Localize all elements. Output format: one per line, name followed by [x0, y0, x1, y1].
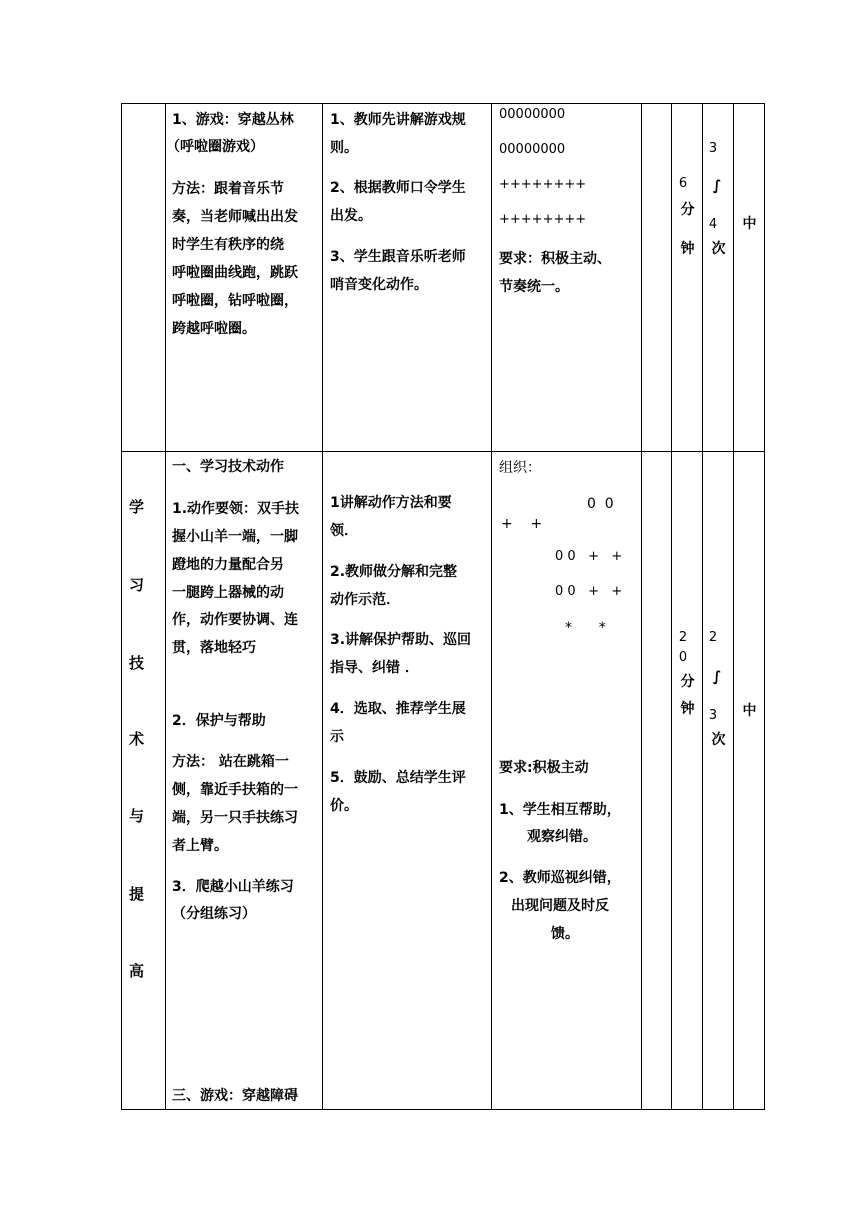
formation-line: 00000000 — [499, 107, 566, 122]
teacher-step: 则。 — [330, 140, 358, 156]
teacher-step: 指导、纠错 ． — [330, 660, 419, 676]
note-line: 1、学生相互帮助， — [499, 802, 621, 818]
teacher-step: 3.讲解保护帮助、巡回 — [330, 632, 472, 648]
section-char: 提 — [129, 885, 145, 903]
point1-line: 1.动作要领：双手扶 — [172, 501, 300, 517]
point1-line: 贯，落地轻巧 — [172, 640, 256, 656]
teacher-step: 2.教师做分解和完整 — [330, 564, 458, 580]
formation-line: 0 0 + + — [555, 549, 623, 564]
note-line: 2、教师巡视纠错， — [499, 870, 621, 886]
section-heading: 一、学习技术动作 — [172, 459, 284, 475]
teacher-step: 出发。 — [330, 208, 372, 224]
formation-line: 0 0 — [587, 496, 614, 512]
requirement-line: 要求：积极主动、 — [499, 251, 611, 267]
section-char: 技 — [129, 654, 145, 672]
organization-label: 组织： — [499, 460, 541, 476]
intensity-value: 中 — [742, 216, 757, 232]
time-digit: 0 — [678, 650, 688, 665]
time-unit: 分 — [680, 202, 695, 218]
table-border-right — [764, 103, 765, 1110]
formation-line: + + — [501, 516, 543, 532]
game-method-line: 跨越呼啦圈。 — [172, 321, 256, 337]
time-digit: 2 — [678, 630, 688, 645]
teacher-step: 4．选取、推荐学生展 — [330, 701, 466, 717]
teacher-step: 3、学生跟音乐听老师 — [330, 249, 466, 265]
column-divider — [165, 103, 166, 1110]
point3-line: 3．爬越小山羊练习 — [172, 879, 294, 895]
point1-line: 握小山羊一端，一脚 — [172, 529, 298, 545]
intensity-value: 中 — [742, 703, 757, 719]
count-digit: 4 — [708, 217, 718, 232]
time-digit: 6 — [678, 176, 688, 191]
section-char: 高 — [129, 962, 145, 980]
requirement-line: 节奏统一。 — [499, 279, 569, 295]
count-range: ∫ — [712, 178, 722, 194]
game-subtitle: （呼啦圈游戏） — [166, 139, 264, 155]
point2-title: 2．保护与帮助 — [172, 713, 266, 729]
teacher-step: 1讲解动作方法和要 — [330, 495, 452, 511]
count-digit: 3 — [708, 141, 718, 156]
game-method-line: 奏，当老师喊出出发 — [172, 209, 298, 225]
formation-line: ++++++++ — [499, 212, 587, 227]
point1-line: 蹬地的力量配合另 — [172, 557, 284, 573]
formation-line: 0 0 + + — [555, 584, 623, 599]
point1-line: 一腿跨上器械的动 — [172, 585, 284, 601]
game-method-line: 呼啦圈曲线跑，跳跃 — [172, 265, 298, 281]
row-divider — [121, 451, 765, 452]
column-divider — [491, 103, 492, 1110]
point2-line: 侧，靠近手扶箱的一 — [172, 782, 298, 798]
section-char: 术 — [129, 730, 145, 748]
game-title: 1、游戏：穿越丛林 — [172, 112, 294, 128]
formation-line: 00000000 — [499, 142, 566, 157]
teacher-step: 5．鼓励、总结学生评 — [330, 770, 466, 786]
teacher-step: 1、教师先讲解游戏规 — [330, 112, 466, 128]
column-divider — [641, 103, 642, 1110]
game-method-line: 时学生有秩序的绕 — [172, 237, 284, 253]
teacher-step: 2、根据教师口令学生 — [330, 180, 466, 196]
section-char: 学 — [129, 498, 145, 516]
point2-line: 者上臂。 — [172, 838, 228, 854]
point1-line: 作，动作要协调、连 — [172, 612, 298, 628]
time-unit: 钟 — [680, 241, 695, 257]
teacher-step: 哨音变化动作。 — [330, 277, 428, 293]
note-line: 馈。 — [551, 926, 579, 942]
note-line: 观察纠错。 — [527, 829, 597, 845]
section-char: 习 — [129, 576, 145, 594]
teacher-step: 示 — [330, 729, 344, 745]
time-unit: 分 — [680, 674, 695, 690]
game-method-line: 呼啦圈，钻呼啦圈， — [172, 293, 298, 309]
time-unit: 钟 — [680, 701, 695, 717]
column-divider — [121, 103, 122, 1110]
formation-line: * * — [565, 620, 606, 636]
column-divider — [322, 103, 323, 1110]
game-heading: 三、游戏：穿越障碍 — [172, 1088, 298, 1104]
formation-line: ++++++++ — [499, 177, 587, 192]
requirement-line: 要求:积极主动 — [499, 760, 589, 776]
table-border-top — [121, 103, 765, 104]
point2-line: 方法： 站在跳箱一 — [172, 754, 289, 770]
game-method-line: 方法：跟着音乐节 — [172, 181, 284, 197]
point3-line: （分组练习） — [172, 906, 256, 922]
point2-line: 端，另一只手扶练习 — [172, 810, 298, 826]
note-line: 出现问题及时反 — [511, 898, 609, 914]
count-unit: 次 — [711, 732, 726, 748]
teacher-step: 领． — [330, 523, 358, 539]
teacher-step: 动作示范． — [330, 592, 400, 608]
count-unit: 次 — [711, 241, 726, 257]
count-range: ∫ — [712, 669, 722, 685]
teacher-step: 价。 — [330, 798, 358, 814]
section-char: 与 — [129, 807, 145, 825]
count-digit: 3 — [708, 708, 718, 723]
count-digit: 2 — [708, 630, 718, 645]
